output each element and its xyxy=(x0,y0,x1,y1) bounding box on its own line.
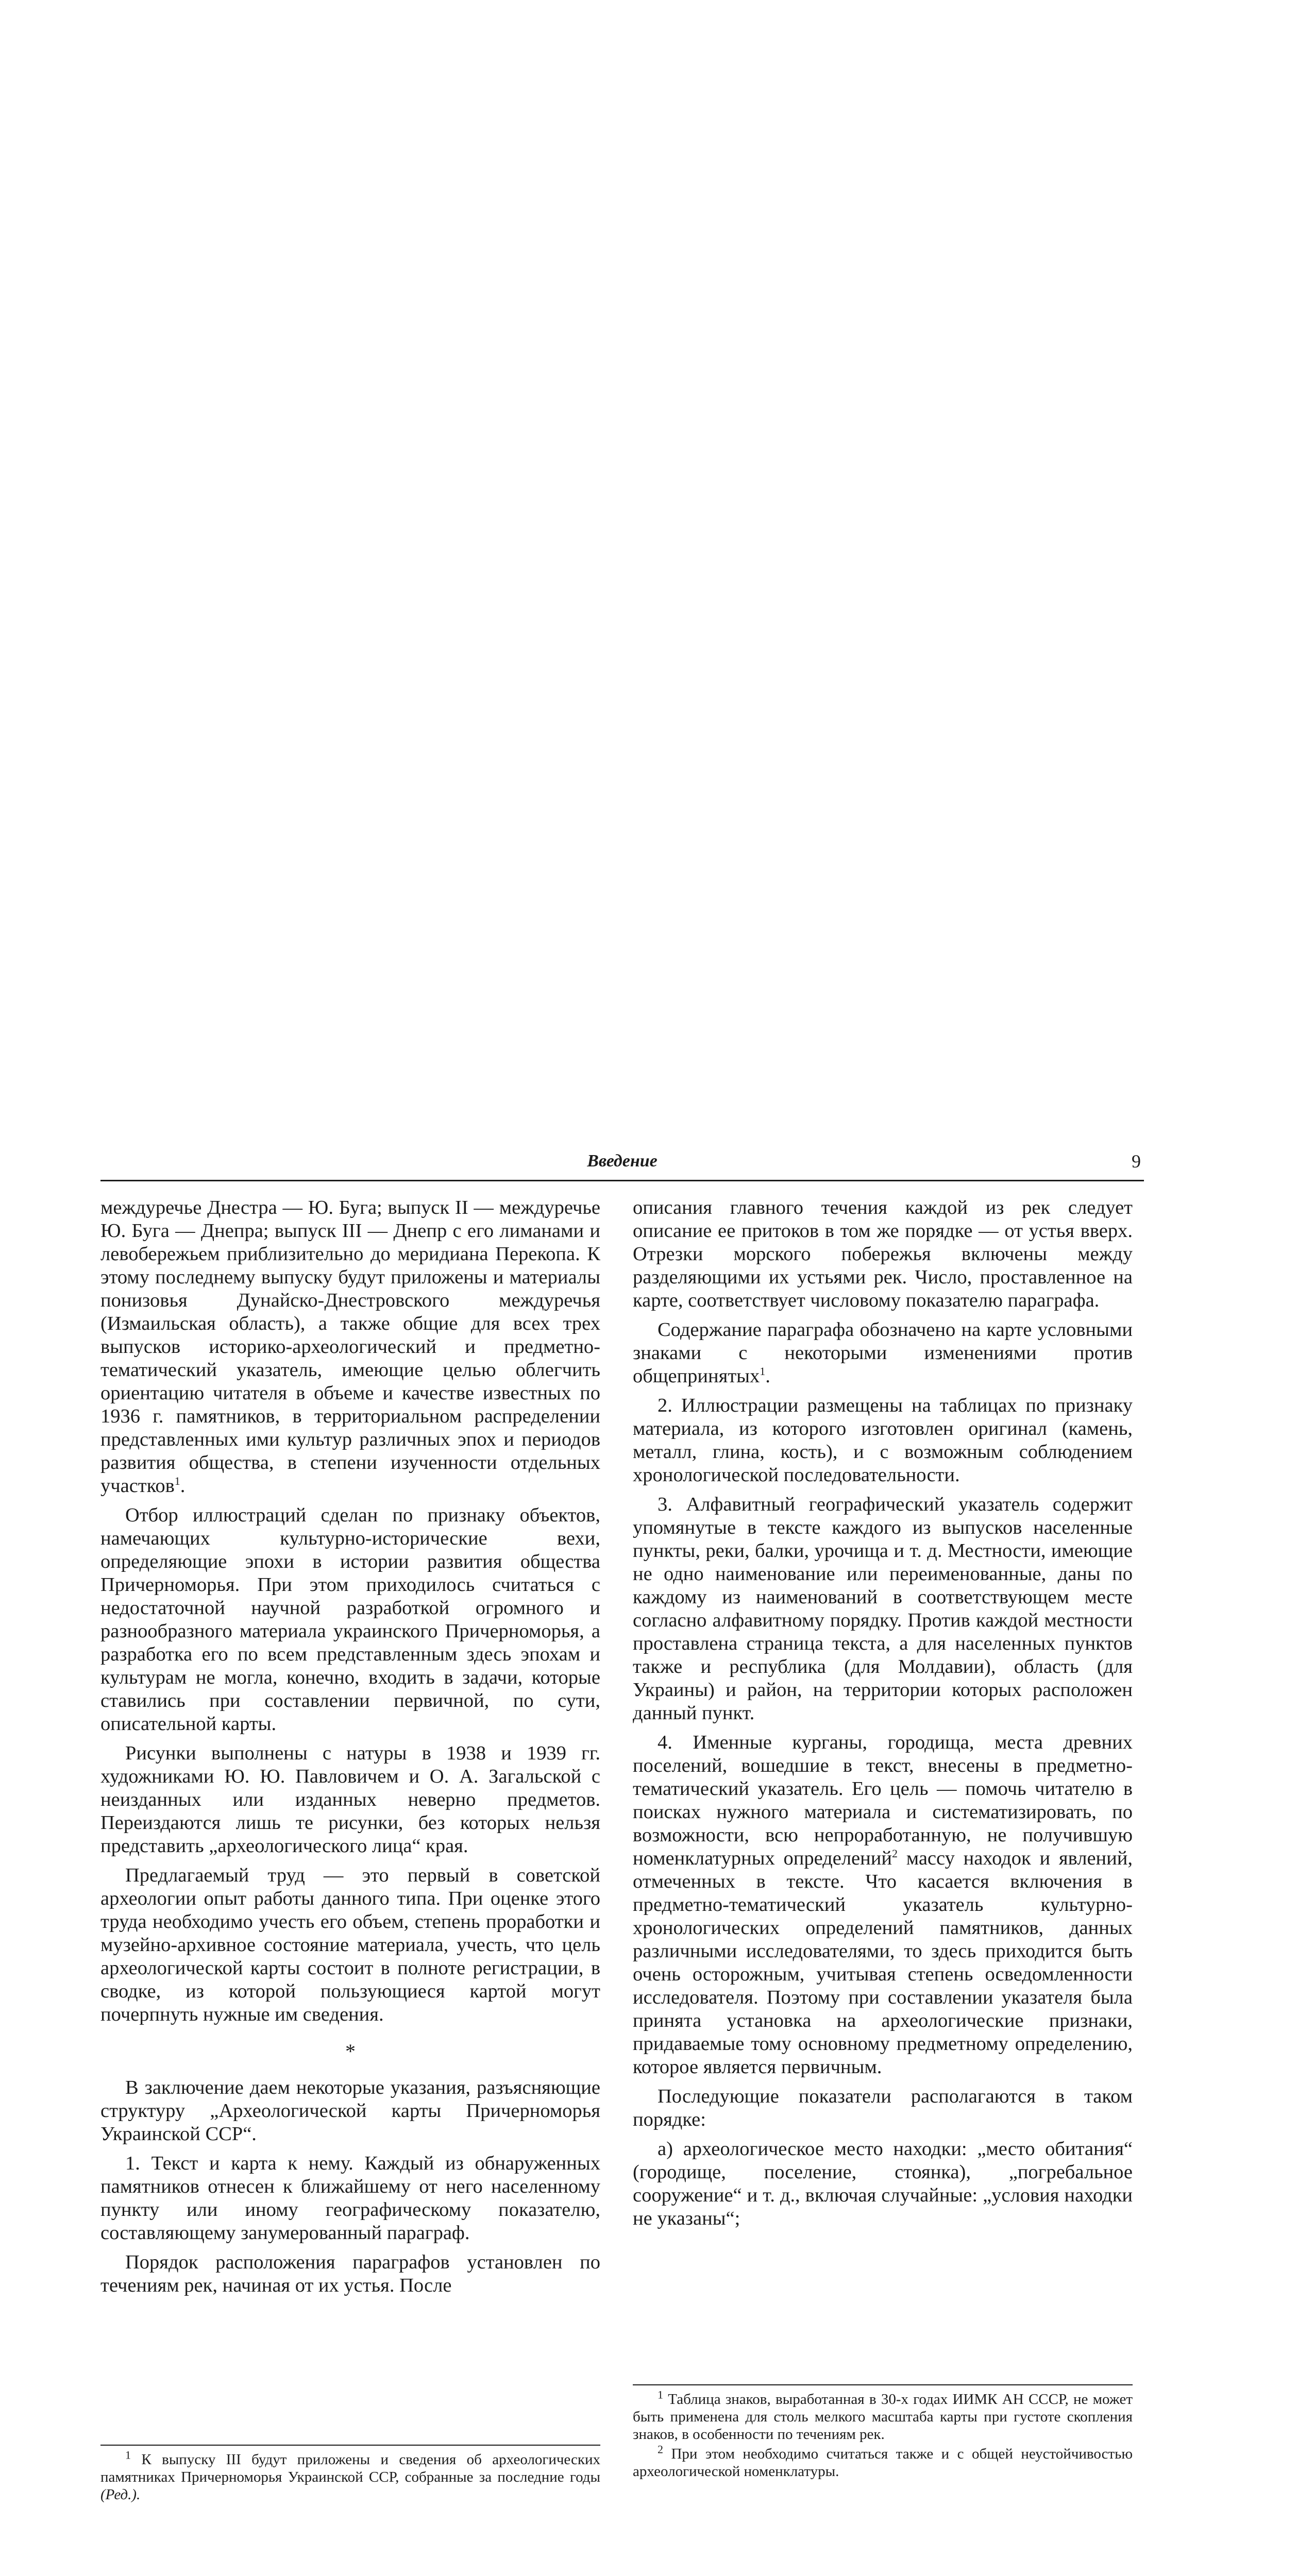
paragraph xyxy=(100,1196,600,1498)
footnote-ref: 1 xyxy=(760,1365,766,1378)
running-head xyxy=(100,1150,1144,1181)
footnote-editor-note: (Ред.). xyxy=(100,2486,141,2503)
section-divider-asterisk: * xyxy=(345,2040,356,2063)
paragraph: Рисунки выполнены с натуры в 1938 и 1939 гг. художниками Ю. Ю. Павловичем и О. А. Загальской с неизданных или изданных неверно предметов. Переиздаются лишь те рисунки, без которых нельзя представить „археологического лица“ края. xyxy=(100,1742,600,1857)
paragraph-text: 4. Именные курганы, городища, места древних поселений, вошедшие в текст, внесены в предметно-тематический указатель. Его цель — помочь читателю в поисках нужного материала и систематизировать, по возможности, всю непроработанную, не получившую номенклатурных определений xyxy=(633,1732,1133,1869)
section-title: Введение xyxy=(587,1151,658,1171)
footnote-text: К выпуску III будут приложены и сведения об археологических памятниках Причерноморья Украинской ССР, собранные за последние годы xyxy=(100,2451,600,2485)
paragraph: 3. Алфавитный географический указатель содержит упомянутые в тексте каждого из выпусков населенные пункты, реки, балки, урочища и т. д. Местности, имеющие не одно наименование или переименованные, даны по каждому из наименований в соответствующем месте согласно алфавитному порядку. Против каждой местности проставлена страница текста, а для населенных пунктов также и республика (для Молдавии), область (для Украины) и район, на территории которых расположен данный пункт. xyxy=(633,1494,1133,1724)
footnote xyxy=(633,2445,1133,2480)
footnotes-left xyxy=(100,2445,600,2505)
footnote xyxy=(100,2448,600,2503)
footnote-mark: 1 xyxy=(658,2388,663,2401)
page-number: 9 xyxy=(1132,1151,1141,1172)
paragraph: Предлагаемый труд — это первый в советской археологии опыт работы данного типа. При оценке этого труда необходимо учесть его объем, степень проработки и музейно-архивное состояние материала, учесть, что цель археологической карты состоит в полноте регистрации, в сводке, из которой пользующиеся картой могут почерпнуть нужные им сведения. xyxy=(100,1865,600,2025)
footnote-mark: 2 xyxy=(658,2443,663,2456)
paragraph: 2. Иллюстрации размещены на таблицах по признаку материала, из которого изготовлен оригинал (камень, металл, глина, кость), и с возможным соблюдением хронологической последовательности. xyxy=(633,1395,1133,1486)
footnote xyxy=(633,2388,1133,2443)
footnote-ref: 2 xyxy=(891,1847,898,1860)
paragraph-text: междуречье Днестра — Ю. Буга; выпуск II — междуречье Ю. Буга — Днепра; выпуск III — Днепр с его лиманами и левобережьем приблизительно до меридиана Перекопа. К этому последнему выпуску будут приложены и материалы понизовья Дунайско-Днестровского междуречья (Измаильская область), а также общие для всех трех выпусков историко-археологический и предметно-тематический указатель, имеющие целью облегчить ориентацию читателя в объеме и качестве известных по 1936 г. памятников, в территориальном распределении представленных ими культур различных эпох и периодов развития общества, в степени изученности отдельных участков xyxy=(100,1197,600,1497)
paragraph-text: Содержание параграфа обозначено на карте условными знаками с некоторыми изменениями против общепринятых xyxy=(633,1319,1133,1387)
paragraph: В заключение даем некоторые указания, разъясняющие структуру „Археологической карты Причерноморья Украинской ССР“. xyxy=(100,2077,600,2145)
paragraph: Последующие показатели располагаются в таком порядке: xyxy=(633,2086,1133,2130)
footnotes-right xyxy=(633,2384,1133,2482)
footnote-text: Таблица знаков, выработанная в 30-х годах ИИМК АН СССР, не может быть применена для столь мелкого масштаба карты при густоте скопления знаков, в особенности по течениям рек. xyxy=(633,2391,1133,2443)
paragraph xyxy=(633,1731,1133,2079)
paragraph: а) археологическое место находки: „место обитания“ (городище, поселение, стоянка), „погребальное сооружение“ и т. д., включая случайные: „условия находки не указаны“; xyxy=(633,2138,1133,2229)
paragraph: 1. Текст и карта к нему. Каждый из обнаруженных памятников отнесен к ближайшему от него населенному пункту или иному географическому показателю, составляющему занумерованный параграф. xyxy=(100,2153,600,2244)
right-column xyxy=(633,1196,1133,2236)
paragraph-end: . xyxy=(765,1365,770,1387)
paragraph: описания главного течения каждой из рек следует описание ее притоков в том же порядке — от устья вверх. Отрезки морского побережья включены между разделяющими их устьями рек. Число, проставленное на карте, соответствует числовому показателю параграфа. xyxy=(633,1197,1133,1311)
footnote-mark: 1 xyxy=(125,2448,131,2462)
paragraph-end: . xyxy=(180,1475,186,1497)
paragraph-text: массу находок и явлений, отмеченных в тексте. Что касается включения в предметно-тематический указатель культурно-хронологических определений памятников, данных различными исследователями, то здесь приходится быть очень осторожным, учитывая степень осведомленности исследователя. Поэтому при составлении указателя была принята установка на археологические признаки, придаваемые тому основному предметному определению, которое является первичным. xyxy=(633,1848,1133,2078)
paragraph: Отбор иллюстраций сделан по признаку объектов, намечающих культурно-исторические вехи, определяющие эпохи в истории развития общества Причерноморья. При этом приходилось считаться с недостаточной научной разработкой огромного и разнообразного материала украинского Причерноморья, а разработка его по всем представленным здесь эпохам и культурам не могла, конечно, входить в задачи, которые ставились при составлении первичной, по сути, описательной карты. xyxy=(100,1504,600,1735)
footnote-text: При этом необходимо считаться также и с общей неустойчивостью археологической номенклатуры. xyxy=(633,2446,1133,2480)
footnote-ref: 1 xyxy=(174,1475,180,1488)
paragraph xyxy=(633,1318,1133,1388)
paragraph: Порядок расположения параграфов установлен по течениям рек, начиная от их устья. После xyxy=(100,2251,600,2296)
left-column xyxy=(100,1196,600,2303)
